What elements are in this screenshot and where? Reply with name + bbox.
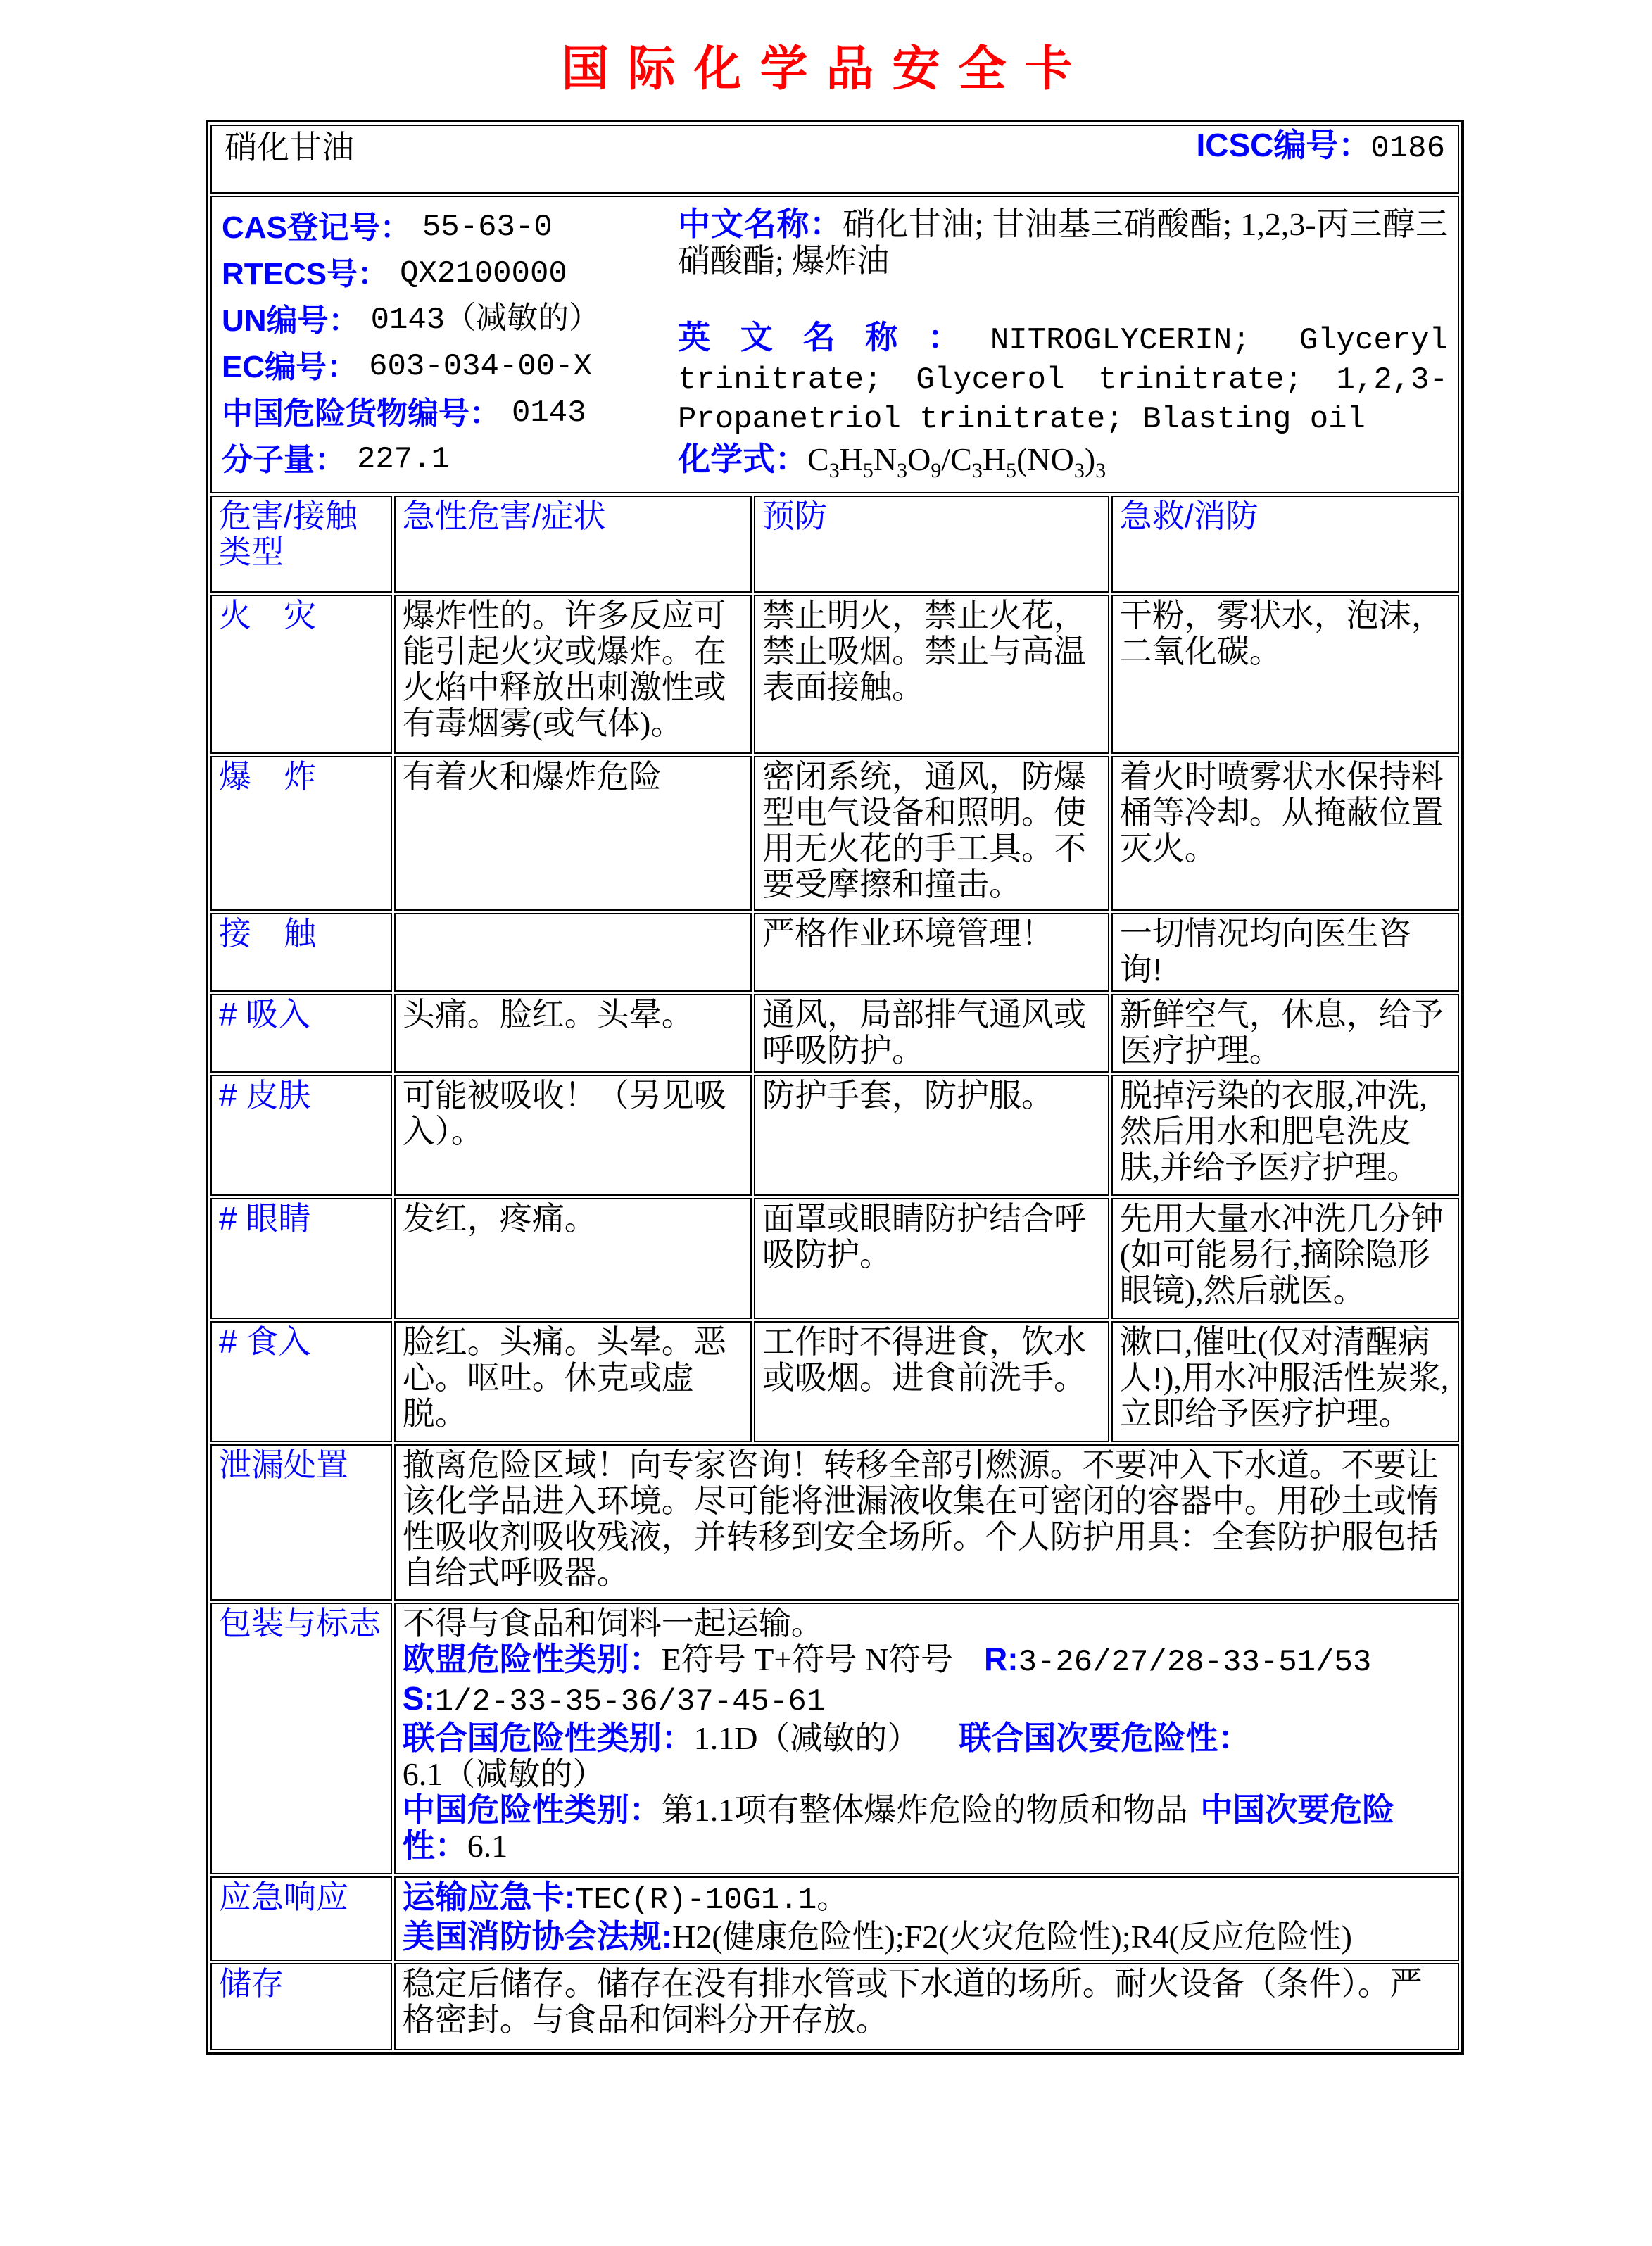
- formula-value: $C_3H_5N_3O_9/C_3H_5(NO_3)_3$: [807, 441, 1106, 483]
- eyes-prevention: 面罩或眼睛防护结合呼吸防护。: [754, 1198, 1109, 1319]
- explosion-prevention: 密闭系统，通风，防爆型电气设备和照明。使用无火花的手工具。不要受摩擦和撞击。: [754, 756, 1109, 911]
- identification-cell: [210, 196, 1459, 493]
- storage-row: [210, 1963, 1459, 2050]
- skin-label: # 皮肤: [210, 1075, 392, 1196]
- cas-number: CAS登记号： 55-63-0: [222, 209, 553, 245]
- prevention-header: 预防: [754, 496, 1109, 593]
- inhalation-prevention: 通风，局部排气通风或呼吸防护。: [754, 994, 1109, 1073]
- china-dangerous-goods-number: 中国危险货物编号： 0143: [222, 395, 586, 431]
- hazard-type-header: 危害/接触 类型: [210, 496, 392, 593]
- emergency-label: 应急响应: [210, 1876, 392, 1961]
- hazard-row-eyes: [210, 1198, 1459, 1319]
- packing-label: 包装与标志: [210, 1603, 392, 1874]
- hazard-row-ingestion: [210, 1321, 1459, 1442]
- packing-un-class: 联合国危险性类别：1.1D（减敏的） 联合国次要危险性：6.1（减敏的）: [402, 1720, 1251, 1793]
- packing-labelling-row: [210, 1603, 1459, 1874]
- icsc-label: ICSC编号：: [1196, 127, 1371, 163]
- ingestion-label: # 食入: [210, 1321, 392, 1442]
- exposure-label: 接 触: [210, 913, 392, 992]
- symptoms-header: 急性危害/症状: [394, 496, 752, 593]
- hazard-row-inhalation: [210, 994, 1459, 1073]
- explosion-symptoms: 有着火和爆炸危险: [394, 756, 752, 911]
- skin-prevention: 防护手套，防护服。: [754, 1075, 1109, 1196]
- eyes-first-aid: 先用大量水冲洗几分钟(如可能易行,摘除隐形眼镜),然后就医。: [1111, 1198, 1459, 1319]
- hazard-row-fire: [210, 595, 1459, 754]
- ingestion-first-aid: 漱口,催吐(仅对清醒病人!),用水冲服活性炭浆,立即给予医疗护理。: [1111, 1321, 1459, 1442]
- hazard-row-skin: [210, 1075, 1459, 1196]
- skin-first-aid: 脱掉污染的衣服,冲洗,然后用水和肥皂洗皮肤,并给予医疗护理。: [1111, 1075, 1459, 1196]
- fire-first-aid: 干粉，雾状水，泡沫，二氧化碳。: [1111, 595, 1459, 754]
- icsc-number: [1196, 127, 1445, 167]
- nfpa-code: 美国消防协会法规:H2(健康危险性);F2(火灾危险性);R4(反应危险性): [402, 1918, 1352, 1955]
- chinese-name: 中文名称：硝化甘油; 甘油基三硝酸酯; 1,2,3-丙三醇三硝酸酯; 爆炸油: [678, 206, 1448, 279]
- chemical-names: [672, 198, 1451, 489]
- inhalation-first-aid: 新鲜空气，休息，给予医疗护理。: [1111, 994, 1459, 1073]
- exposure-prevention: 严格作业环境管理！: [754, 913, 1109, 992]
- exposure-first-aid: 一切情况均向医生咨询!: [1111, 913, 1459, 992]
- first-aid-header: 急救/消防: [1111, 496, 1459, 593]
- ec-number: EC编号： 603-034-00-X: [222, 348, 592, 384]
- emergency-text: [394, 1876, 1459, 1961]
- packing-china-class: 中国危险性类别：第1.1项有整体爆炸危险的物质和物品 中国次要危险性：6.1: [402, 1791, 1395, 1865]
- molecular-weight: 分子量： 227.1: [222, 441, 450, 477]
- inhalation-label: # 吸入: [210, 994, 392, 1073]
- substance-name: 硝化甘油: [225, 129, 354, 165]
- card-header-row: [210, 125, 1459, 194]
- packing-transport-note: 不得与食品和饲料一起运输。: [402, 1605, 824, 1642]
- fire-label: 火 灾: [210, 595, 392, 754]
- skin-symptoms: 可能被吸收！（另见吸入）。: [394, 1075, 752, 1196]
- storage-text: 稳定后储存。储存在没有排水管或下水道的场所。耐火设备（条件）。严格密封。与食品和饲料分开存放。: [394, 1963, 1459, 2050]
- chemical-formula: 化学式：$C_3H_5N_3O_9/C_3H_5(NO_3)_3$: [678, 441, 1106, 483]
- fire-prevention: 禁止明火，禁止火花，禁止吸烟。禁止与高温表面接触。: [754, 595, 1109, 754]
- explosion-label: 爆 炸: [210, 756, 392, 911]
- hazard-row-exposure: [210, 913, 1459, 992]
- identification-row: [210, 196, 1459, 493]
- exposure-symptoms: [394, 913, 752, 992]
- rtecs-number: RTECS号： QX2100000: [222, 255, 567, 291]
- packing-text: [394, 1603, 1459, 1874]
- card-header-cell: [210, 125, 1459, 194]
- emergency-response-row: [210, 1876, 1459, 1961]
- spill-label: 泄漏处置: [210, 1444, 392, 1601]
- english-name: 英文名称：NITROGLYCERIN; Glyceryl trinitrate; Glycerol trinitrate; 1,2,3-Propanetriol trinitrate; Blasting oil: [678, 319, 1448, 437]
- transport-emergency-card: 运输应急卡:TEC(R)-10G1.1。: [402, 1879, 848, 1919]
- ingestion-symptoms: 脸红。头痛。头晕。恶心。呕吐。休克或虚脱。: [394, 1321, 752, 1442]
- ingestion-prevention: 工作时不得进食，饮水或吸烟。进食前洗手。: [754, 1321, 1109, 1442]
- explosion-first-aid: 着火时喷雾状水保持料桶等冷却。从掩蔽位置灭火。: [1111, 756, 1459, 911]
- storage-label: 储存: [210, 1963, 392, 2050]
- page-title: 国际化学品安全卡: [561, 42, 1091, 96]
- un-number: UN编号： 0143（减敏的）: [222, 302, 600, 338]
- hazard-header-row: [210, 496, 1459, 593]
- registry-numbers: [219, 198, 672, 489]
- packing-s-phrases: S:1/2-33-35-36/37-45-61: [402, 1680, 826, 1720]
- hazard-row-explosion: [210, 756, 1459, 911]
- fire-symptoms: 爆炸性的。许多反应可能引起火灾或爆炸。在火焰中释放出刺激性或有毒烟雾(或气体)。: [394, 595, 752, 754]
- safety-card-table: [206, 120, 1464, 2055]
- icsc-value: 0186: [1370, 131, 1445, 166]
- eyes-label: # 眼睛: [210, 1198, 392, 1319]
- inhalation-symptoms: 头痛。脸红。头晕。: [394, 994, 752, 1073]
- spill-text: 撤离危险区域！向专家咨询！转移全部引燃源。不要冲入下水道。不要让该化学品进入环境。尽可能将泄漏液收集在可密闭的容器中。用砂土或惰性吸收剂吸收残液，并转移到安全场所。个人防护用具：全套防护服包括自给式呼吸器。: [394, 1444, 1459, 1601]
- spill-disposal-row: [210, 1444, 1459, 1601]
- packing-eu-class: 欧盟危险性类别：E符号 T+符号 N符号 R:3-26/27/28-33-51/53: [402, 1641, 1372, 1681]
- eyes-symptoms: 发红，疼痛。: [394, 1198, 752, 1319]
